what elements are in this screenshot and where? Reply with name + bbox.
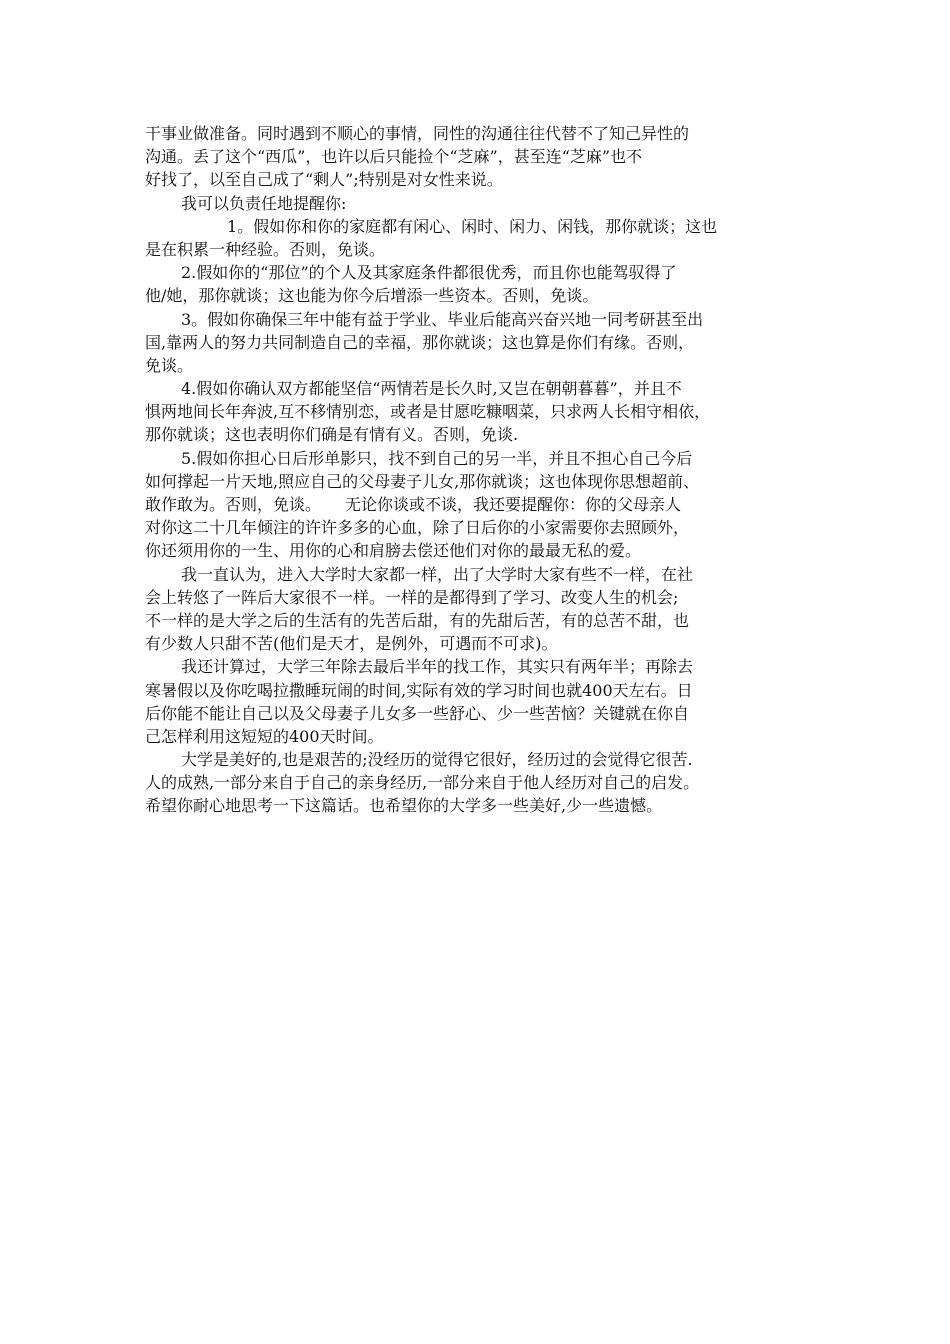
text-line: 那你就谈；这也表明你们确是有情有义。否则，免谈. xyxy=(145,425,519,445)
text-line: 我还计算过，大学三年除去最后半年的找工作，其实只有两年半；再除去 xyxy=(181,657,694,677)
text-line: 我一直认为，进入大学时大家都一样，出了大学时大家有些不一样，在社 xyxy=(181,564,694,584)
text-line: 1。假如你和你的家庭都有闲心、闲时、闲力、闲钱，那你就谈；这也 xyxy=(227,216,718,236)
text-line: 希望你耐心地思考一下这篇话。也希望你的大学多一些美好,少一些遗憾。 xyxy=(145,796,663,816)
text-line: 免谈。 xyxy=(145,355,194,375)
text-line: 人的成熟,一部分来自于自己的亲身经历,一部分来自于他人经历对自己的启发。 xyxy=(145,773,700,793)
text-line: 有少数人只甜不苦(他们是天才，是例外，可遇而不可求)。 xyxy=(145,634,558,654)
text-line: 己怎样利用这短短的400天时间。 xyxy=(145,726,384,746)
document-body xyxy=(145,122,813,818)
text-line: 惧两地间长年奔波,互不移情别恋，或者是甘愿吃糠咽菜，只求两人长相守相依， xyxy=(145,402,711,422)
text-line: 沟通。丢了这个“西瓜”，也许以后只能捡个“芝麻”，甚至连“芝麻”也不 xyxy=(145,147,643,167)
text-line: 好找了，以至自己成了“剩人”;特别是对女性来说。 xyxy=(145,170,503,190)
text-line: 4.假如你确认双方都能坚信“两情若是长久时,又岂在朝朝暮暮”，并且不 xyxy=(181,379,682,399)
text-line: 会上转悠了一阵后大家很不一样。一样的是都得到了学习、改变人生的机会; xyxy=(145,587,679,607)
text-line: 干事业做准备。同时遇到不顺心的事情，同性的沟通往往代替不了知己异性的 xyxy=(145,124,690,143)
text-line: 对你这二十几年倾注的许许多多的心血，除了日后你的小家需要你去照顾外， xyxy=(145,518,690,538)
text-line: 我可以负责任地提醒你: xyxy=(181,193,347,213)
text-line: 如何撑起一片天地,照应自己的父母妻子儿女,那你就谈；这也体现你思想超前、 xyxy=(145,471,700,491)
text-line: 3。假如你确保三年中能有益于学业、毕业后能高兴奋兴地一同考研甚至出 xyxy=(181,309,704,329)
text-line: 他/她，那你就谈；这也能为你今后增添一些资本。否则，免谈。 xyxy=(145,286,599,306)
text-line: 不一样的是大学之后的生活有的先苦后甜，有的先甜后苦，有的总苦不甜，也 xyxy=(145,610,690,630)
text-line: 大学是美好的,也是艰苦的;没经历的觉得它很好，经历过的会觉得它很苦. xyxy=(181,750,693,770)
text-line: 敢作敢为。否则，免谈。 无论你谈或不谈，我还要提醒你：你的父母亲人 xyxy=(145,495,682,514)
text-line: 你还须用你的一生、用你的心和肩膀去偿还他们对你的最最无私的爱。 xyxy=(145,541,642,561)
text-line: 2.假如你的“那位”的个人及其家庭条件都很优秀，而且你也能驾驭得了 xyxy=(181,263,677,283)
text-line: 寒暑假以及你吃喝拉撒睡玩闹的时间,实际有效的学习时间也就400天左右。日 xyxy=(145,680,693,700)
text-line: 5.假如你担心日后形单影只，找不到自己的另一半，并且不担心自己今后 xyxy=(181,448,693,468)
text-line: 后你能不能让自己以及父母妻子儿女多一些舒心、少一些苦恼？关键就在你自 xyxy=(145,703,690,723)
text-line: 国,靠两人的努力共同制造自己的幸福，那你就谈；这也算是你们有缘。否则， xyxy=(145,332,695,352)
text-line: 是在积累一种经验。否则，免谈。 xyxy=(145,239,386,259)
